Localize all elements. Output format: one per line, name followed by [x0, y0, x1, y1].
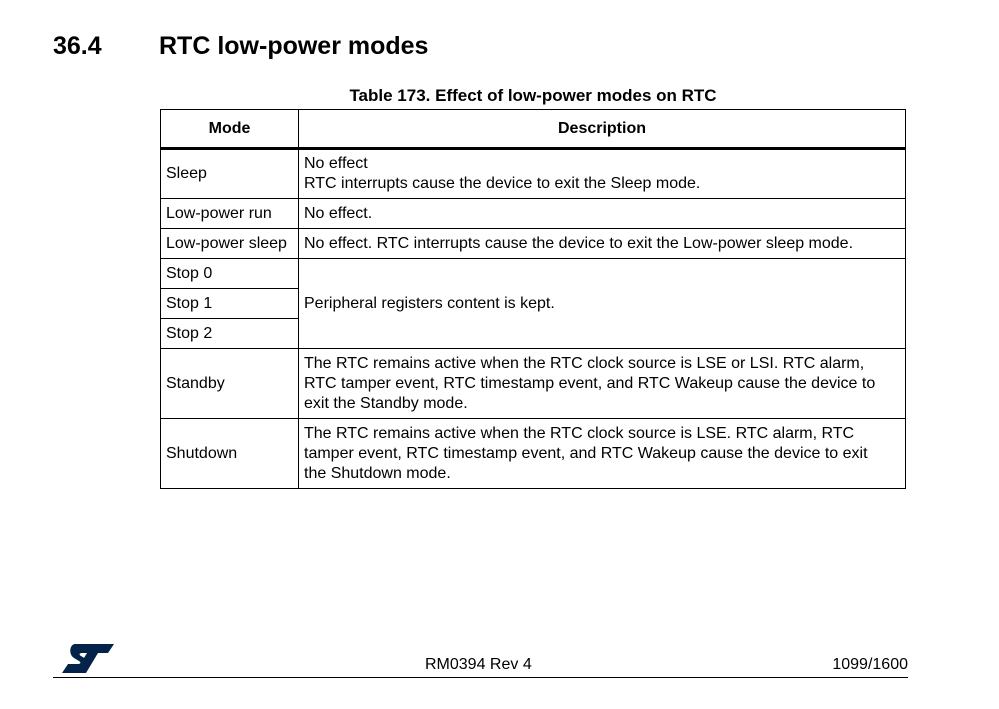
description-line: The RTC remains active when the RTC clock source is LSE or LSI. RTC alarm, [304, 354, 865, 372]
mode-cell: Shutdown [161, 419, 299, 489]
mode-cell: Low-power run [161, 199, 299, 229]
mode-cell: Low-power sleep [161, 229, 299, 259]
mode-cell: Sleep [161, 149, 299, 199]
description-line: The RTC remains active when the RTC clock source is LSE. RTC alarm, RTC [304, 424, 855, 442]
mode-cell: Stop 1 [161, 289, 299, 319]
description-line: the Shutdown mode. [304, 464, 451, 482]
mode-cell: Standby [161, 349, 299, 419]
description-line: exit the Standby mode. [304, 394, 468, 412]
table-row [161, 149, 906, 199]
description-line: tamper event, RTC timestamp event, and RTC Wakeup cause the device to exit [304, 444, 868, 462]
section-number: 36.4 [53, 32, 102, 60]
description-cell: Peripheral registers content is kept. [299, 259, 906, 349]
st-logo-icon [60, 642, 114, 675]
description-cell: No effect. [299, 199, 906, 229]
section-title: RTC low-power modes [159, 32, 429, 60]
description-cell [299, 419, 906, 489]
table-row [161, 349, 906, 419]
footer-page-number: 1099/1600 [832, 656, 908, 673]
description-cell: No effect. RTC interrupts cause the device to exit the Low-power sleep mode. [299, 229, 906, 259]
mode-cell: Stop 0 [161, 259, 299, 289]
low-power-modes-table [160, 109, 906, 489]
description-line: RTC interrupts cause the device to exit the Sleep mode. [304, 175, 701, 192]
table-row [161, 229, 906, 259]
column-header-mode: Mode [161, 110, 299, 149]
description-cell [299, 349, 906, 419]
footer-document-id: RM0394 Rev 4 [425, 656, 532, 673]
description-line: RTC tamper event, RTC timestamp event, and RTC Wakeup cause the device to [304, 374, 876, 392]
description-cell [299, 149, 906, 199]
column-header-description: Description [299, 110, 906, 149]
table-header-row [161, 110, 906, 149]
table-row [161, 419, 906, 489]
table-row [161, 199, 906, 229]
footer-divider [53, 677, 908, 678]
table-caption: Table 173. Effect of low-power modes on RTC [349, 86, 717, 105]
mode-cell: Stop 2 [161, 319, 299, 349]
description-line: No effect [304, 155, 368, 172]
table-row [161, 259, 906, 289]
